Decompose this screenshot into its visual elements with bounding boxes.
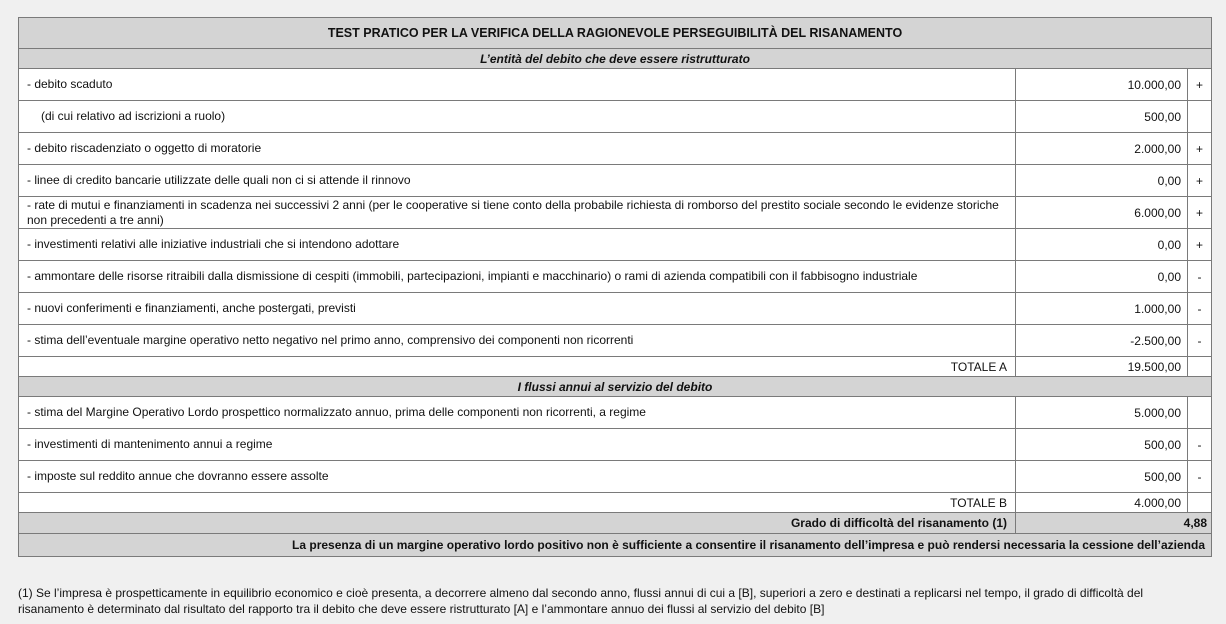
footnote: (1) Se l’impresa è prospetticamente in equilibrio economico e cioè presenta, a decorrere almeno dal secondo anno, flussi annui di cui a [B], superiori a zero e destinati a replicarsi nel tempo, il grado di difficoltà del risanamento è determinato dal risultato del rapporto tra il debito che deve essere ristrutturato [A] e l’ammontare annuo dei flussi al servizio del debito [B] <box>18 586 1144 616</box>
row-sign: - <box>1188 429 1212 461</box>
row-label: - stima dell’eventuale margine operativo netto negativo nel primo anno, comprensivo dei componenti non ricorrenti <box>19 325 1016 357</box>
table-row <box>19 461 1212 493</box>
row-sign: + <box>1188 165 1212 197</box>
total-b-row <box>19 493 1212 513</box>
row-sign: + <box>1188 229 1212 261</box>
row-sign: - <box>1188 261 1212 293</box>
row-label: - nuovi conferimenti e finanziamenti, anche postergati, previsti <box>19 293 1016 325</box>
row-label: - imposte sul reddito annue che dovranno essere assolte <box>19 461 1016 493</box>
table-row <box>19 397 1212 429</box>
row-label: - investimenti di mantenimento annui a regime <box>19 429 1016 461</box>
table-row <box>19 261 1212 293</box>
row-value: 1.000,00 <box>1016 293 1188 325</box>
table-row <box>19 293 1212 325</box>
table-row <box>19 229 1212 261</box>
conclusion-text: La presenza di un margine operativo lordo positivo non è sufficiente a consentire il risanamento dell’impresa e può rendersi necessaria la cessione dell’azienda <box>19 534 1212 557</box>
total-a-row <box>19 357 1212 377</box>
row-label: - linee di credito bancarie utilizzate delle quali non ci si attende il rinnovo <box>19 165 1016 197</box>
row-sign: + <box>1188 69 1212 101</box>
row-sign: - <box>1188 461 1212 493</box>
row-value: 500,00 <box>1016 429 1188 461</box>
total-a-value: 19.500,00 <box>1016 357 1188 377</box>
row-value: 10.000,00 <box>1016 69 1188 101</box>
row-value: 2.000,00 <box>1016 133 1188 165</box>
row-label: - investimenti relativi alle iniziative industriali che si intendono adottare <box>19 229 1016 261</box>
row-label: - ammontare delle risorse ritraibili dalla dismissione di cespiti (immobili, partecipazioni, impianti e macchinario) o rami di azienda compatibili con il fabbisogno industriale <box>19 261 1016 293</box>
section-a-heading: L’entità del debito che deve essere ristrutturato <box>19 49 1212 69</box>
row-sign: - <box>1188 325 1212 357</box>
grade-row <box>19 513 1212 534</box>
row-label: - debito riscadenziato o oggetto di moratorie <box>19 133 1016 165</box>
section-b-heading-row <box>19 377 1212 397</box>
table-title-row <box>19 18 1212 49</box>
table-row <box>19 325 1212 357</box>
row-sign: + <box>1188 197 1212 229</box>
conclusion-row <box>19 534 1212 557</box>
row-label: - stima del Margine Operativo Lordo prospettico normalizzato annuo, prima delle componenti non ricorrenti, a regime <box>19 397 1016 429</box>
grade-label: Grado di difficoltà del risanamento (1) <box>19 513 1016 534</box>
row-value: 6.000,00 <box>1016 197 1188 229</box>
row-value: -2.500,00 <box>1016 325 1188 357</box>
total-a-label: TOTALE A <box>19 357 1016 377</box>
row-value: 0,00 <box>1016 165 1188 197</box>
row-label: (di cui relativo ad iscrizioni a ruolo) <box>19 101 1016 133</box>
row-value: 500,00 <box>1016 101 1188 133</box>
table-row <box>19 197 1212 229</box>
total-b-label: TOTALE B <box>19 493 1016 513</box>
row-value: 500,00 <box>1016 461 1188 493</box>
row-value: 0,00 <box>1016 261 1188 293</box>
section-b-heading: I flussi annui al servizio del debito <box>19 377 1212 397</box>
grade-value: 4,88 <box>1016 513 1212 534</box>
row-label: - debito scaduto <box>19 69 1016 101</box>
table-row <box>19 133 1212 165</box>
table-row <box>19 165 1212 197</box>
row-sign <box>1188 397 1212 429</box>
section-a-heading-row <box>19 49 1212 69</box>
row-label: - rate di mutui e finanziamenti in scadenza nei successivi 2 anni (per le cooperative si tiene conto della probabile richiesta di romborso del prestito sociale secondo le evidenze storiche non precedenti a tre anni) <box>19 197 1016 229</box>
table-title: TEST PRATICO PER LA VERIFICA DELLA RAGIONEVOLE PERSEGUIBILITÀ DEL RISANAMENTO <box>19 18 1212 49</box>
row-sign: - <box>1188 293 1212 325</box>
row-value: 5.000,00 <box>1016 397 1188 429</box>
table-row <box>19 429 1212 461</box>
risanamento-test-table <box>18 17 1212 557</box>
table-row <box>19 69 1212 101</box>
row-sign: + <box>1188 133 1212 165</box>
table-row <box>19 101 1212 133</box>
total-b-value: 4.000,00 <box>1016 493 1188 513</box>
row-sign <box>1188 101 1212 133</box>
row-value: 0,00 <box>1016 229 1188 261</box>
